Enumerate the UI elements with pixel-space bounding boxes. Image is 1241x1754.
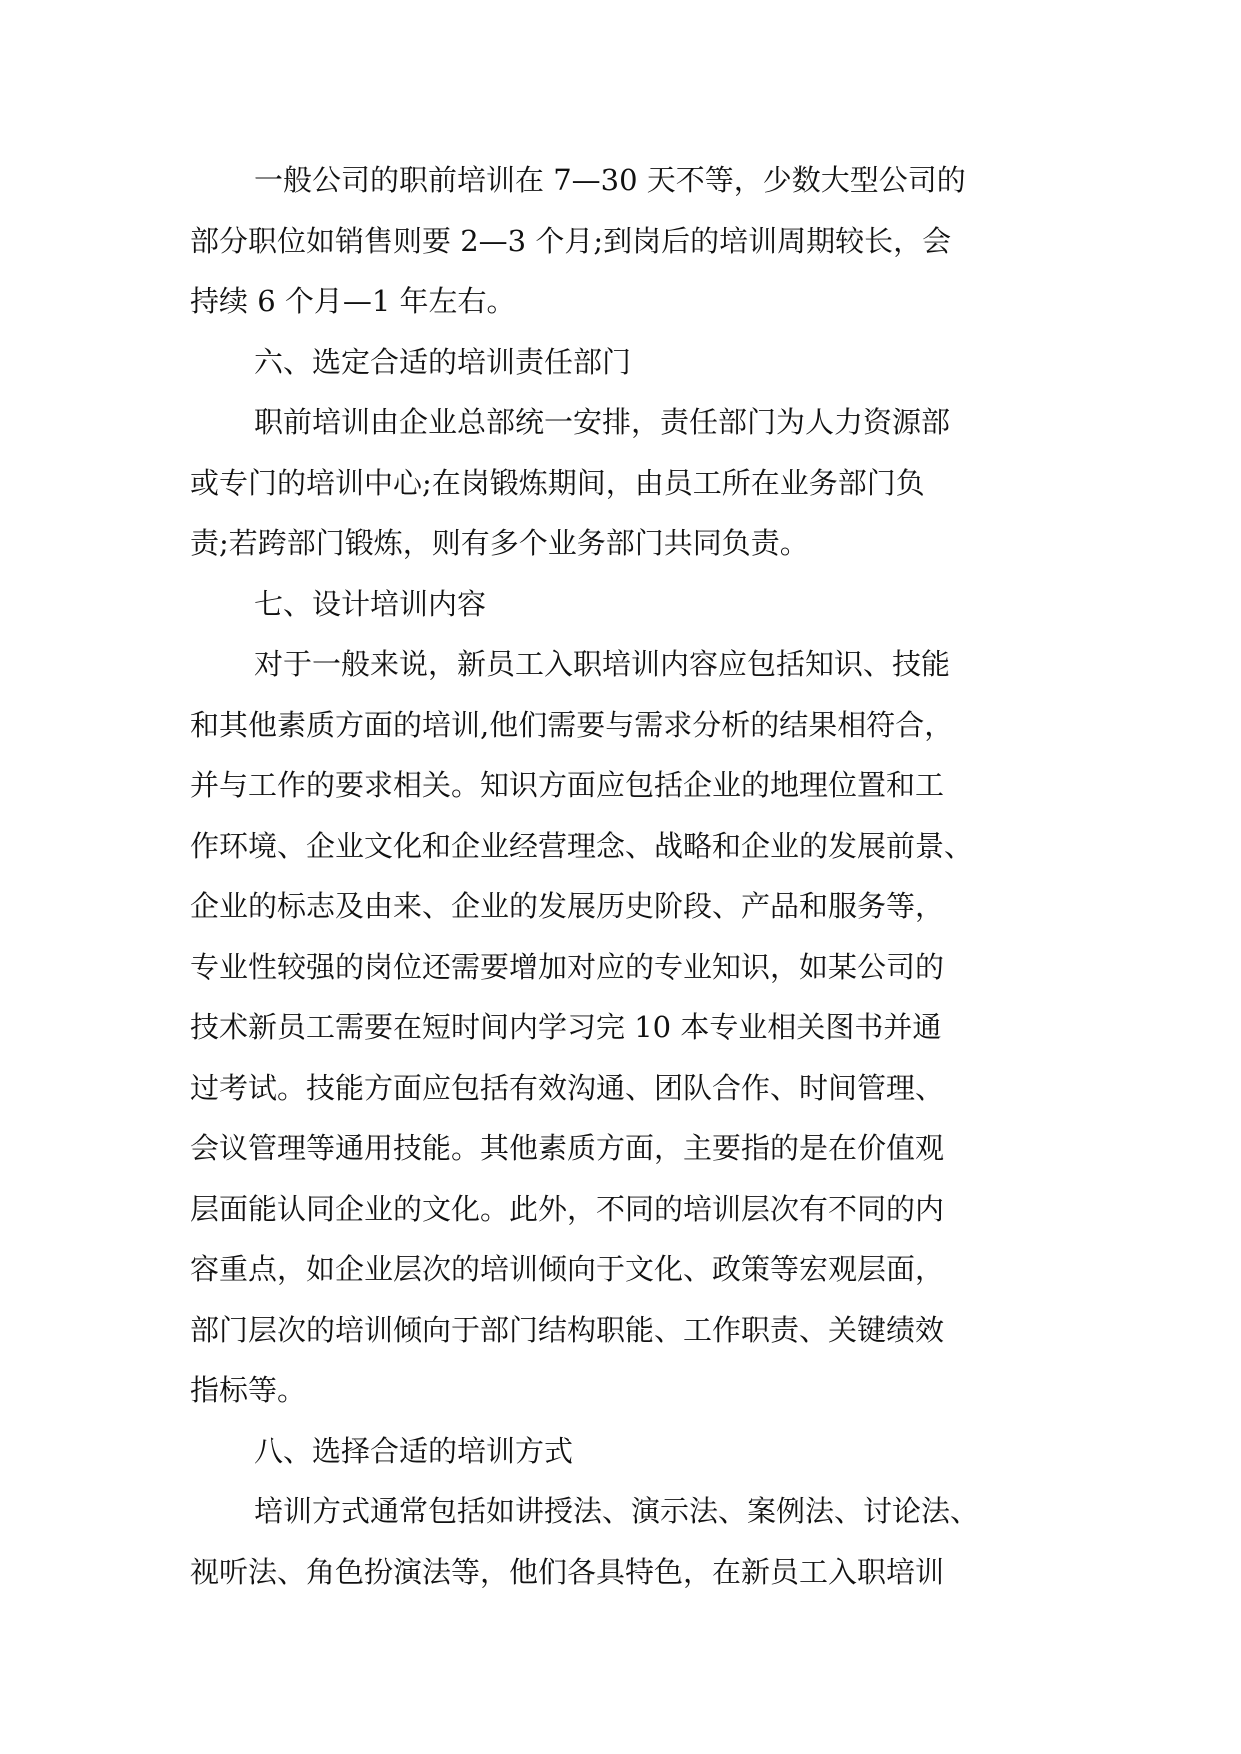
text-line: 并与工作的要求相关。知识方面应包括企业的地理位置和工 <box>190 768 945 802</box>
text-line: 一般公司的职前培训在 7—30 天不等，少数大型公司的 <box>254 163 966 197</box>
text-line: 七、设计培训内容 <box>254 586 487 621</box>
text-line: 过考试。技能方面应包括有效沟通、团队合作、时间管理、 <box>190 1070 945 1105</box>
text-line: 六、选定合适的培训责任部门 <box>254 344 632 379</box>
document-body <box>190 150 1065 1602</box>
text-line: 部门层次的培训倾向于部门结构职能、工作职责、关键绩效 <box>190 1312 945 1347</box>
text-line: 层面能认同企业的文化。此外，不同的培训层次有不同的内 <box>190 1191 945 1226</box>
text-line: 部分职位如销售则要 2—3 个月;到岗后的培训周期较长，会 <box>190 223 952 258</box>
text-line: 容重点，如企业层次的培训倾向于文化、政策等宏观层面， <box>190 1252 945 1286</box>
text-line: 企业的标志及由来、企业的发展历史阶段、产品和服务等， <box>190 889 945 923</box>
text-line: 责;若跨部门锻炼，则有多个业务部门共同负责。 <box>190 526 809 560</box>
text-line: 持续 6 个月—1 年左右。 <box>190 284 516 318</box>
text-line: 和其他素质方面的培训,他们需要与需求分析的结果相符合， <box>190 707 954 742</box>
text-line: 视听法、角色扮演法等，他们各具特色，在新员工入职培训 <box>190 1554 945 1589</box>
text-line: 专业性较强的岗位还需要增加对应的专业知识，如某公司的 <box>190 949 945 984</box>
text-line: 作环境、企业文化和企业经营理念、战略和企业的发展前景、 <box>190 828 974 863</box>
text-line: 会议管理等通用技能。其他素质方面，主要指的是在价值观 <box>190 1131 945 1165</box>
text-line: 指标等。 <box>190 1373 307 1407</box>
text-line: 对于一般来说，新员工入职培训内容应包括知识、技能 <box>254 647 951 681</box>
text-line: 职前培训由企业总部统一安排，责任部门为人力资源部 <box>254 405 951 439</box>
text-line: 技术新员工需要在短时间内学习完 10 本专业相关图书并通 <box>190 1010 942 1044</box>
text-line: 或专门的培训中心;在岗锻炼期间，由员工所在业务部门负 <box>190 465 925 500</box>
text-line: 培训方式通常包括如讲授法、演示法、案例法、讨论法、 <box>254 1494 980 1528</box>
text-line: 八、选择合适的培训方式 <box>254 1433 574 1468</box>
